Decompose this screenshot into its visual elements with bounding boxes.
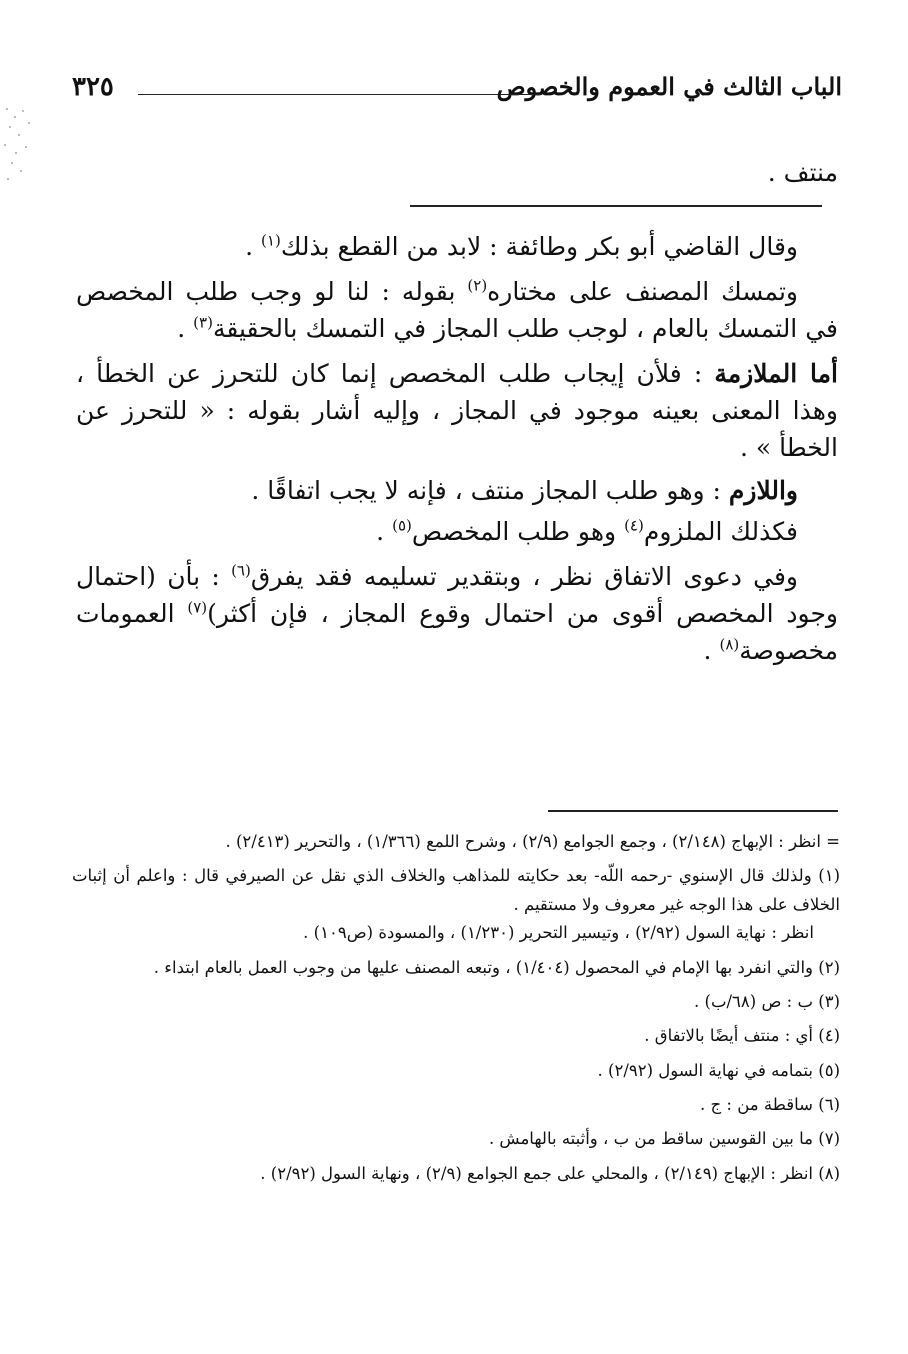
paragraph-3 xyxy=(76,355,838,466)
paragraph-5 xyxy=(76,513,838,550)
header-rule xyxy=(138,94,542,95)
note-ref-8: (٨) xyxy=(719,635,740,654)
paragraph-4 xyxy=(76,472,838,509)
paragraph-2-text-b: بقوله : لنا لو وجب طلب المخصص في التمسك بالعام ، لوجب طلب المجاز في التمسك بالحقيقة xyxy=(76,277,838,343)
footnote-rule xyxy=(548,810,838,812)
note-ref-1: (١) xyxy=(261,231,281,250)
footnote-8: (٨) انظر : الإبهاج (٢/١٤٩) ، والمحلي على جمع الجوامع (٢/٩) ، ونهاية السول (٢/٩٢) . xyxy=(260,1163,840,1183)
paragraph-2-end: . xyxy=(177,314,194,343)
page-number: ٣٢٥ xyxy=(72,72,114,102)
footnote-7: (٧) ما بين القوسين ساقط من ب ، وأثبته بالهامش . xyxy=(488,1129,840,1149)
main-text xyxy=(76,228,838,669)
footnotes xyxy=(72,828,840,1194)
paragraph-2-text-a: وتمسك المصنف على مختاره xyxy=(487,277,798,306)
paragraph-6-text-c: العمومات مخصوصة xyxy=(76,599,838,665)
paragraph-6-text-b: : بأن (احتمال وجود المخصص أقوى من احتمال وقوع المجاز ، فإن أكثر) xyxy=(76,562,839,628)
note-ref-6: (٦) xyxy=(231,561,251,580)
paragraph-5-text-a: فكذلك الملزوم xyxy=(643,517,798,546)
running-title: الباب الثالث في العموم والخصوص xyxy=(496,72,842,101)
paragraph-3-text: : فلأن إيجاب طلب المخصص إنما كان للتحرز عن الخطأ ، وهذا المعنى بعينه موجود في المجاز ، وإليه أشار بقوله : « للتحرز عن الخطأ » . xyxy=(76,359,838,462)
paragraph-5-text-b: وهو طلب المخصص xyxy=(411,517,625,546)
paragraph-1-text: وقال القاضي أبو بكر وطائفة : لابد من القطع بذلك xyxy=(280,232,798,261)
footnote-6: (٦) ساقطة من : ج . xyxy=(700,1095,840,1114)
footnote-continuation: = انظر : الإبهاج (٢/١٤٨) ، وجمع الجوامع (٢/٩) ، وشرح اللمع (١/٣٦٦) ، والتحرير (٢/٤١٣) . xyxy=(225,832,840,851)
paragraph-6-end: . xyxy=(703,636,720,665)
page-header xyxy=(72,72,842,112)
note-ref-5: (٥) xyxy=(392,516,412,535)
paragraph-6-text-a: وفي دعوى الاتفاق نظر ، وبتقدير تسليمه فقد يفرق xyxy=(250,562,798,591)
footnote-1: (١) ولذلك قال الإسنوي -رحمه اللّه- بعد حكايته للمذاهب والخلاف الذي نقل عن الصيرفي قال : واعلم أن إثبات الخلاف على هذا الوجه غير معروف ولا مستقيم . xyxy=(72,866,840,914)
paragraph-4-text: : وهو طلب المجاز منتف ، فإنه لا يجب اتفاقًا . xyxy=(251,476,729,505)
footnote-2: (٢) والتي انفرد بها الإمام في المحصول (١/٤٠٤) ، وتبعه المصنف عليها من وجوب العمل بالعام ابتداء . xyxy=(153,957,840,977)
section-rule xyxy=(410,205,822,207)
footnote-4: (٤) أي : منتف أيضًا بالاتفاق . xyxy=(644,1026,840,1046)
paragraph-5-end: . xyxy=(376,517,393,546)
paragraph-1 xyxy=(76,228,838,265)
note-ref-7: (٧) xyxy=(187,598,208,617)
scan-speckle xyxy=(0,100,40,190)
paragraph-3-term: أما الملازمة xyxy=(714,359,838,388)
footnote-3: (٣) ب : ص (٦٨/ب) . xyxy=(694,991,840,1011)
paragraph-6 xyxy=(76,558,838,669)
note-ref-3: (٣) xyxy=(193,313,213,332)
opening-line: منتف . xyxy=(767,158,838,187)
note-ref-2: (٢) xyxy=(467,276,488,295)
note-ref-4: (٤) xyxy=(624,516,644,535)
paragraph-2 xyxy=(76,273,838,347)
paragraph-1-end: . xyxy=(245,232,262,261)
footnote-5: (٥) بتمامه في نهاية السول (٢/٩٢) . xyxy=(597,1060,840,1080)
paragraph-4-term: واللازم xyxy=(728,476,798,505)
footnote-1-sources: انظر : نهاية السول (٢/٩٢) ، وتيسير التحرير (١/٢٣٠) ، والمسودة (ص١٠٩) . xyxy=(303,923,814,943)
